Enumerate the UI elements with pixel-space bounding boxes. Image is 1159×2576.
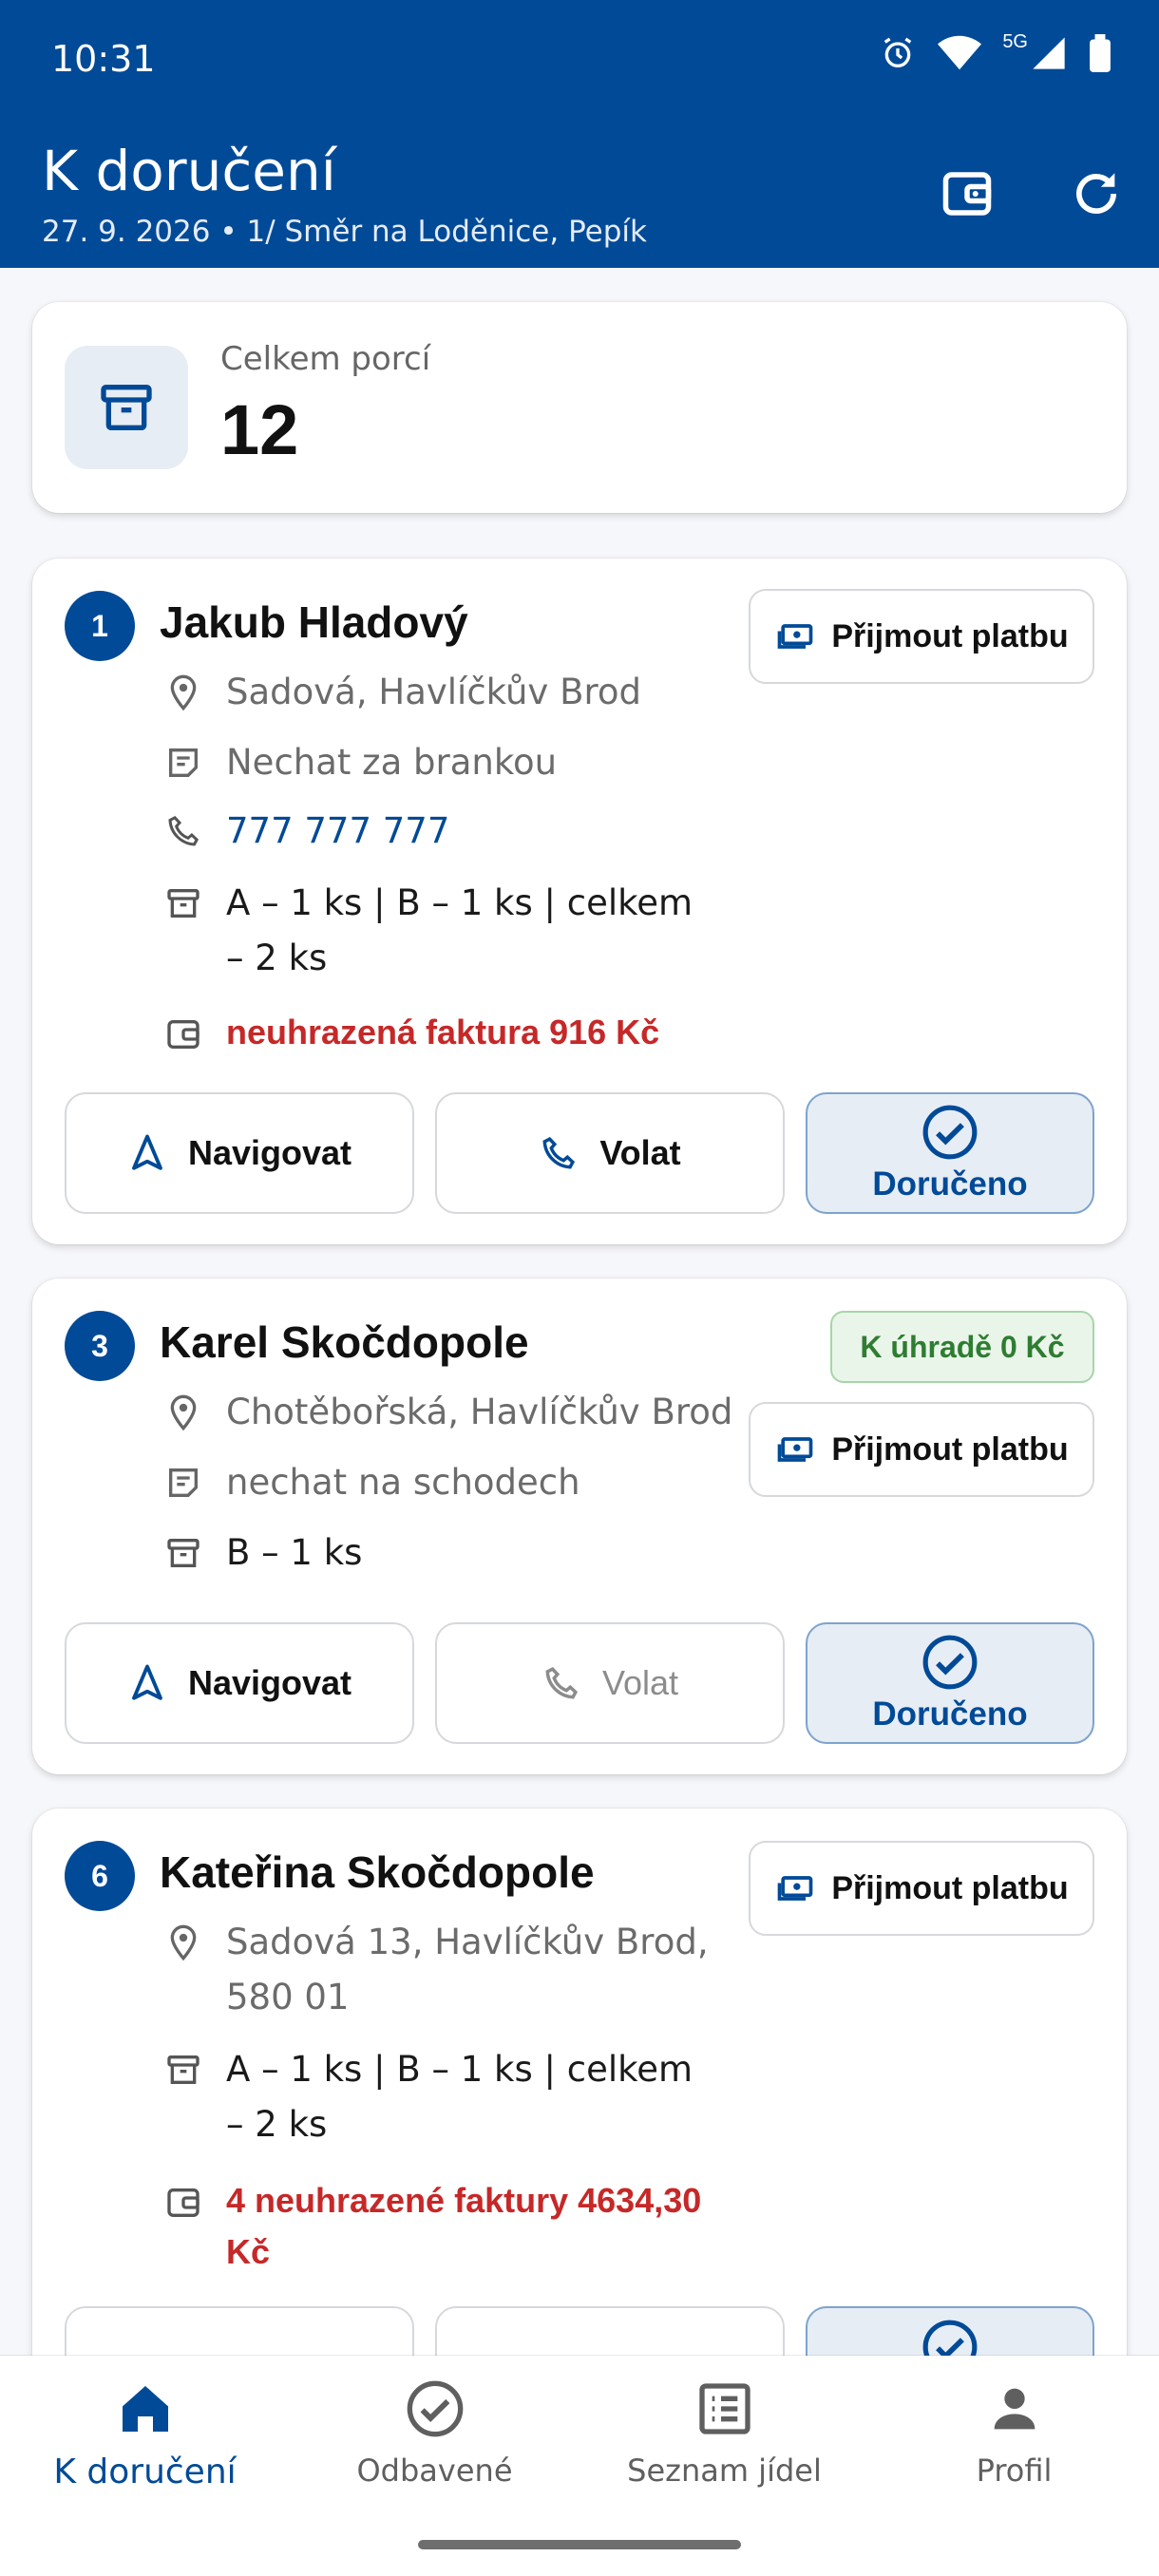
- wallet-icon: [160, 1011, 207, 1058]
- note-text: Nechat za brankou: [226, 742, 558, 783]
- accept-payment-label: Přijmout platbu: [831, 1869, 1069, 1906]
- address-line-1: Sadová 13, Havlíčkův Brod,: [226, 1922, 709, 1962]
- wifi-icon: [938, 34, 981, 72]
- status-bar: [0, 0, 1159, 118]
- wallet-button[interactable]: [933, 160, 1001, 228]
- accept-payment-button[interactable]: [749, 1841, 1094, 1936]
- items-line-1: A – 1 ks | B – 1 ks | celkem: [226, 882, 694, 923]
- address-line-2: 580 01: [226, 1977, 350, 2017]
- delivery-number: 3: [65, 1311, 135, 1381]
- items-line-1: A – 1 ks | B – 1 ks | celkem: [226, 2049, 694, 2090]
- nav-label: K doručení: [53, 2453, 237, 2491]
- check-circle-icon: [405, 2378, 466, 2439]
- delivery-number: 6: [65, 1841, 135, 1911]
- phone-icon: [160, 807, 207, 855]
- location-icon: [160, 669, 207, 716]
- items-row: [160, 1529, 362, 1581]
- summary-label: Celkem porcí: [220, 340, 431, 378]
- accept-payment-button[interactable]: [749, 1402, 1094, 1497]
- summary-icon-box: [65, 346, 188, 469]
- invoice-text: [226, 2175, 701, 2278]
- alarm-icon: [879, 34, 917, 72]
- items-row: [160, 2046, 693, 2152]
- delivered-button[interactable]: [806, 1092, 1094, 1214]
- items-text: [226, 2042, 693, 2152]
- invoice-text: neuhrazená faktura 916 Kč: [226, 1013, 660, 1051]
- nav-label: Odbavené: [356, 2453, 513, 2489]
- address-text: Chotěbořská, Havlíčkův Brod: [226, 1392, 733, 1432]
- items-text: B – 1 ks: [226, 1532, 363, 1573]
- address-row: [160, 1919, 709, 2025]
- archive-icon: [96, 377, 157, 438]
- items-row: [160, 880, 693, 986]
- delivery-card: [32, 559, 1127, 1244]
- home-icon: [115, 2378, 176, 2439]
- navigate-button[interactable]: [65, 1092, 414, 1214]
- items-line-2: – 2 ks: [226, 938, 328, 978]
- navigate-label: Navigovat: [187, 1133, 352, 1172]
- app-header: [0, 0, 1159, 268]
- summary-value: 12: [220, 390, 299, 469]
- phone-row[interactable]: [160, 807, 449, 859]
- phone-link[interactable]: 777 777 777: [226, 810, 450, 851]
- customer-name: Kateřina Skočdopole: [160, 1847, 595, 1897]
- note-icon: [160, 1459, 207, 1506]
- wallet-icon: [939, 165, 996, 222]
- address-row: [160, 1389, 732, 1440]
- refresh-button[interactable]: [1062, 160, 1130, 228]
- address-row: [160, 669, 641, 720]
- call-label: Volat: [601, 1663, 679, 1702]
- note-row: [160, 1459, 580, 1510]
- page-title: K doručení: [42, 139, 336, 203]
- person-icon: [984, 2378, 1045, 2439]
- nav-label: Seznam jídel: [627, 2453, 822, 2489]
- nav-item-odbavene[interactable]: [290, 2378, 580, 2489]
- navigation-icon: [127, 1133, 167, 1173]
- invoice-line-2: Kč: [226, 2232, 271, 2271]
- call-button[interactable]: [435, 1622, 785, 1744]
- status-icons: [879, 30, 1112, 72]
- phone-icon: [539, 1133, 579, 1173]
- invoice-row: [160, 1011, 659, 1058]
- wallet-icon: [160, 2179, 207, 2226]
- customer-name: Jakub Hladový: [160, 597, 468, 647]
- delivery-number: 1: [65, 591, 135, 661]
- items-line-2: – 2 ks: [226, 2104, 328, 2145]
- nav-item-k-doruceni[interactable]: [0, 2378, 290, 2491]
- delivered-label: Doručeno: [872, 1165, 1028, 1203]
- summary-card: [32, 302, 1127, 513]
- delivery-card: [32, 1279, 1127, 1774]
- navigate-button[interactable]: [65, 1622, 414, 1744]
- status-time: 10:31: [51, 38, 156, 80]
- cash-icon: [774, 616, 816, 657]
- location-icon: [160, 1919, 207, 1966]
- items-text: [226, 876, 693, 986]
- accept-payment-label: Přijmout platbu: [831, 1430, 1069, 1468]
- refresh-icon: [1069, 166, 1124, 221]
- call-label: Volat: [599, 1133, 681, 1172]
- address-text: Sadová, Havlíčkův Brod: [226, 672, 641, 712]
- note-row: [160, 739, 557, 790]
- check-circle-icon: [921, 1633, 979, 1692]
- note-text: nechat na schodech: [226, 1462, 580, 1503]
- invoice-row: [160, 2179, 701, 2278]
- network-label: 5G: [1002, 30, 1028, 52]
- home-indicator: [418, 2540, 741, 2549]
- navigate-label: Navigovat: [187, 1663, 352, 1702]
- list-icon: [694, 2378, 755, 2439]
- archive-icon: [160, 1529, 207, 1577]
- delivered-button[interactable]: [806, 1622, 1094, 1744]
- amount-due-badge: K úhradě 0 Kč: [830, 1311, 1094, 1383]
- delivered-label: Doručeno: [872, 1695, 1028, 1733]
- page-subtitle: 27. 9. 2026 • 1/ Směr na Loděnice, Pepík: [42, 215, 647, 249]
- customer-name: Karel Skočdopole: [160, 1317, 529, 1367]
- location-icon: [160, 1389, 207, 1436]
- note-icon: [160, 739, 207, 786]
- nav-label: Profil: [976, 2453, 1053, 2489]
- address-text: [226, 1915, 709, 2025]
- invoice-line-1: 4 neuhrazené faktury 4634,30: [226, 2181, 702, 2220]
- battery-icon: [1089, 34, 1112, 72]
- nav-item-profil[interactable]: [869, 2378, 1159, 2489]
- navigation-icon: [127, 1663, 167, 1703]
- accept-payment-button[interactable]: [749, 589, 1094, 684]
- nav-item-seznam-jidel[interactable]: [580, 2378, 869, 2489]
- accept-payment-label: Přijmout platbu: [831, 617, 1069, 654]
- cash-icon: [774, 1867, 816, 1909]
- signal-icon: [1030, 34, 1068, 72]
- phone-icon: [542, 1663, 581, 1703]
- call-button[interactable]: [435, 1092, 785, 1214]
- check-circle-icon: [921, 1103, 979, 1162]
- archive-icon: [160, 2046, 207, 2093]
- cash-icon: [774, 1429, 816, 1470]
- archive-icon: [160, 880, 207, 927]
